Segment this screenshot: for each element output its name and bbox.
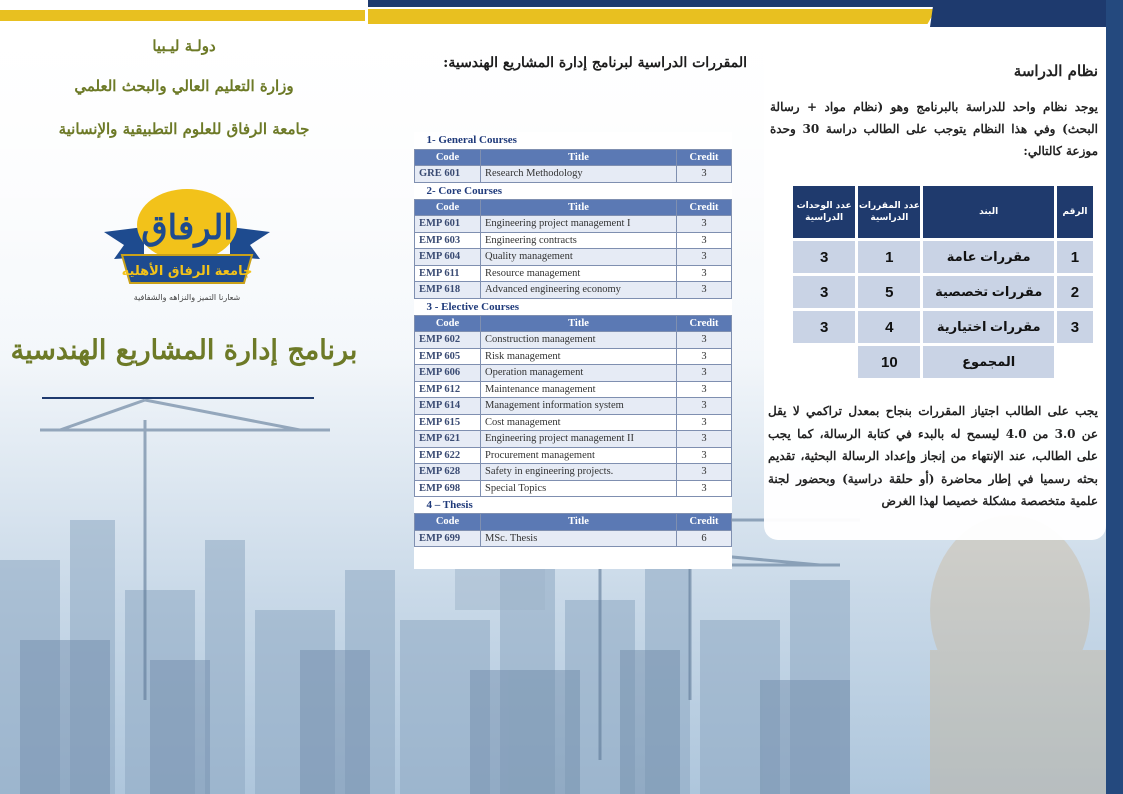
table-row: [793, 276, 1093, 308]
course-code: EMP 603: [415, 232, 481, 249]
column-header-code: Code: [415, 199, 481, 216]
course-code: EMP 614: [415, 398, 481, 415]
table-row: [415, 464, 732, 481]
section-title: 1- General Courses: [426, 134, 517, 147]
course-credit: 3: [677, 265, 732, 282]
program-title: برنامج إدارة المشاريع الهندسية: [10, 335, 358, 366]
course-title: Engineering project management I: [481, 216, 677, 233]
course-table-card: [414, 132, 732, 569]
column-header-credit: Credit: [677, 514, 732, 531]
column-header-row: [415, 199, 732, 216]
left-panel: [0, 0, 368, 420]
column-header-credit: Credit: [677, 199, 732, 216]
top-navy-stripe: [368, 0, 1123, 7]
column-header-row: [415, 315, 732, 332]
course-credit: 3: [677, 216, 732, 233]
university-logo: [104, 187, 270, 305]
col-header-units: عدد الوحدات الدراسية: [793, 186, 855, 238]
table-row: [415, 265, 732, 282]
table-row: [415, 232, 732, 249]
course-code: EMP 601: [415, 216, 481, 233]
course-credit: 3: [677, 480, 732, 497]
course-code: EMP 621: [415, 431, 481, 448]
course-title: Management information system: [481, 398, 677, 415]
course-credit: 3: [677, 348, 732, 365]
course-code: EMP 604: [415, 249, 481, 266]
section-title-row: [415, 497, 732, 514]
course-code: EMP 699: [415, 530, 481, 547]
table-row: [415, 166, 732, 183]
course-title: Maintenance management: [481, 381, 677, 398]
column-header-title: Title: [481, 315, 677, 332]
course-code: EMP 611: [415, 265, 481, 282]
course-credit: 3: [677, 282, 732, 299]
table-row: [415, 249, 732, 266]
course-title: Advanced engineering economy: [481, 282, 677, 299]
course-code: EMP 612: [415, 381, 481, 398]
total-count: 10: [858, 346, 920, 378]
units-distribution-table: [790, 183, 1096, 381]
study-system-intro: يوجد نظام واحد للدراسة بالبرنامج وهو (نظام مواد + رسالة البحث) وفي هذا النظام يتوجب على الطالب دراسة 30 وحدة موزعة كالتالي:: [770, 100, 1098, 158]
course-credit: 6: [677, 530, 732, 547]
row-units: 3: [793, 276, 855, 308]
logo-tagline: شعارنا التميز والنزاهه والشفافية: [133, 293, 241, 302]
course-code: EMP 602: [415, 332, 481, 349]
course-code: EMP 615: [415, 414, 481, 431]
column-header-code: Code: [415, 149, 481, 166]
course-credit: 3: [677, 464, 732, 481]
section-title: 4 – Thesis: [426, 499, 473, 511]
course-title: Special Topics: [481, 480, 677, 497]
table-row: [793, 311, 1093, 343]
table-row: [415, 365, 732, 382]
table-row: [415, 530, 732, 547]
university-name: جامعة الرفاق للعلوم التطبيقية والإنسانية: [58, 120, 310, 138]
table-row: [415, 447, 732, 464]
course-code: EMP 628: [415, 464, 481, 481]
course-title: Engineering project management II: [481, 431, 677, 448]
table-row: [415, 282, 732, 299]
total-label: المجموع: [923, 346, 1053, 378]
course-credit: 3: [677, 166, 732, 183]
column-header-credit: Credit: [677, 149, 732, 166]
row-units: 3: [793, 241, 855, 273]
table-row: [415, 431, 732, 448]
column-header-credit: Credit: [677, 315, 732, 332]
course-title: Safety in engineering projects.: [481, 464, 677, 481]
course-credit: 3: [677, 365, 732, 382]
course-credit: 3: [677, 232, 732, 249]
course-table: [414, 132, 732, 547]
section-title-row: [415, 182, 732, 199]
course-title: Construction management: [481, 332, 677, 349]
table-total-row: [793, 346, 1093, 378]
column-header-code: Code: [415, 315, 481, 332]
row-units: 3: [793, 311, 855, 343]
top-navy-corner: [930, 7, 1123, 27]
table-row: [415, 381, 732, 398]
table-row: [415, 216, 732, 233]
course-code: EMP 618: [415, 282, 481, 299]
table-row: [415, 480, 732, 497]
course-code: GRE 601: [415, 166, 481, 183]
study-requirements: يجب على الطالب اجتياز المقررات بنجاح بمعدل تراكمي لا يقل عن 3.0 من 4.0 ليسمح له بالبدء في كتابة الرسالة، كما يجب على الطالب، عند الإنتهاء من إنجاز وإعداد الرسالة البحثية، تقديم بحثه رسميا في إطار محاضرة (أو حلقة دراسية) وبحضور لجنة علمية متخصصة مشكلة خصيصا لهذا الغرض: [768, 404, 1098, 508]
section-title: 3 - Elective Courses: [426, 300, 520, 313]
row-item: مقررات عامة: [923, 241, 1053, 273]
row-count: 1: [858, 241, 920, 273]
course-title: Procurement management: [481, 447, 677, 464]
section-title-row: [415, 298, 732, 315]
course-title: Engineering contracts: [481, 232, 677, 249]
column-header-code: Code: [415, 514, 481, 531]
section-title-row: [415, 132, 732, 149]
title-underline: [42, 397, 314, 399]
section-title: 2- Core Courses: [426, 184, 503, 197]
course-code: EMP 605: [415, 348, 481, 365]
table-row: [415, 348, 732, 365]
row-num: 2: [1057, 276, 1093, 308]
course-title: MSc. Thesis: [481, 530, 677, 547]
row-item: مقررات تخصصية: [923, 276, 1053, 308]
course-title: Operation management: [481, 365, 677, 382]
row-count: 5: [858, 276, 920, 308]
table-row: [415, 414, 732, 431]
course-credit: 3: [677, 414, 732, 431]
row-count: 4: [858, 311, 920, 343]
svg-text:الرفاق: الرفاق: [141, 208, 233, 248]
column-header-title: Title: [481, 514, 677, 531]
course-credit: 3: [677, 249, 732, 266]
course-credit: 3: [677, 381, 732, 398]
course-title: Quality management: [481, 249, 677, 266]
row-item: مقررات اختيارية: [923, 311, 1053, 343]
course-credit: 3: [677, 431, 732, 448]
course-credit: 3: [677, 447, 732, 464]
svg-text:جامعة الرفاق الأهليه: جامعة الرفاق الأهليه: [121, 264, 253, 279]
top-gold-stripe-right: [368, 9, 936, 24]
col-header-num: الرقم: [1057, 186, 1093, 238]
ministry-name: وزارة التعليم العالي والبحث العلمي: [74, 77, 294, 95]
course-title: Cost management: [481, 414, 677, 431]
total-blank: [1057, 346, 1093, 378]
right-navy-edge: [1106, 0, 1123, 794]
course-code: EMP 622: [415, 447, 481, 464]
row-num: 3: [1057, 311, 1093, 343]
column-header-title: Title: [481, 199, 677, 216]
table-row: [793, 241, 1093, 273]
course-code: EMP 606: [415, 365, 481, 382]
total-units-blank: [793, 346, 855, 378]
course-code: EMP 698: [415, 480, 481, 497]
column-header-title: Title: [481, 149, 677, 166]
course-credit: 3: [677, 398, 732, 415]
study-system-title: نظام الدراسة: [1013, 62, 1098, 80]
course-credit: 3: [677, 332, 732, 349]
course-title: Research Methodology: [481, 166, 677, 183]
table-row: [415, 398, 732, 415]
column-header-row: [415, 149, 732, 166]
courses-heading: المقررات الدراسية لبرنامج إدارة المشاريع الهندسية:: [443, 55, 747, 71]
col-header-count: عدد المقررات الدراسية: [858, 186, 920, 238]
table-row: [415, 332, 732, 349]
column-header-row: [415, 514, 732, 531]
course-title: Resource management: [481, 265, 677, 282]
course-title: Risk management: [481, 348, 677, 365]
col-header-item: البند: [923, 186, 1053, 238]
row-num: 1: [1057, 241, 1093, 273]
country-name: دولـة ليـبيا: [152, 37, 216, 55]
